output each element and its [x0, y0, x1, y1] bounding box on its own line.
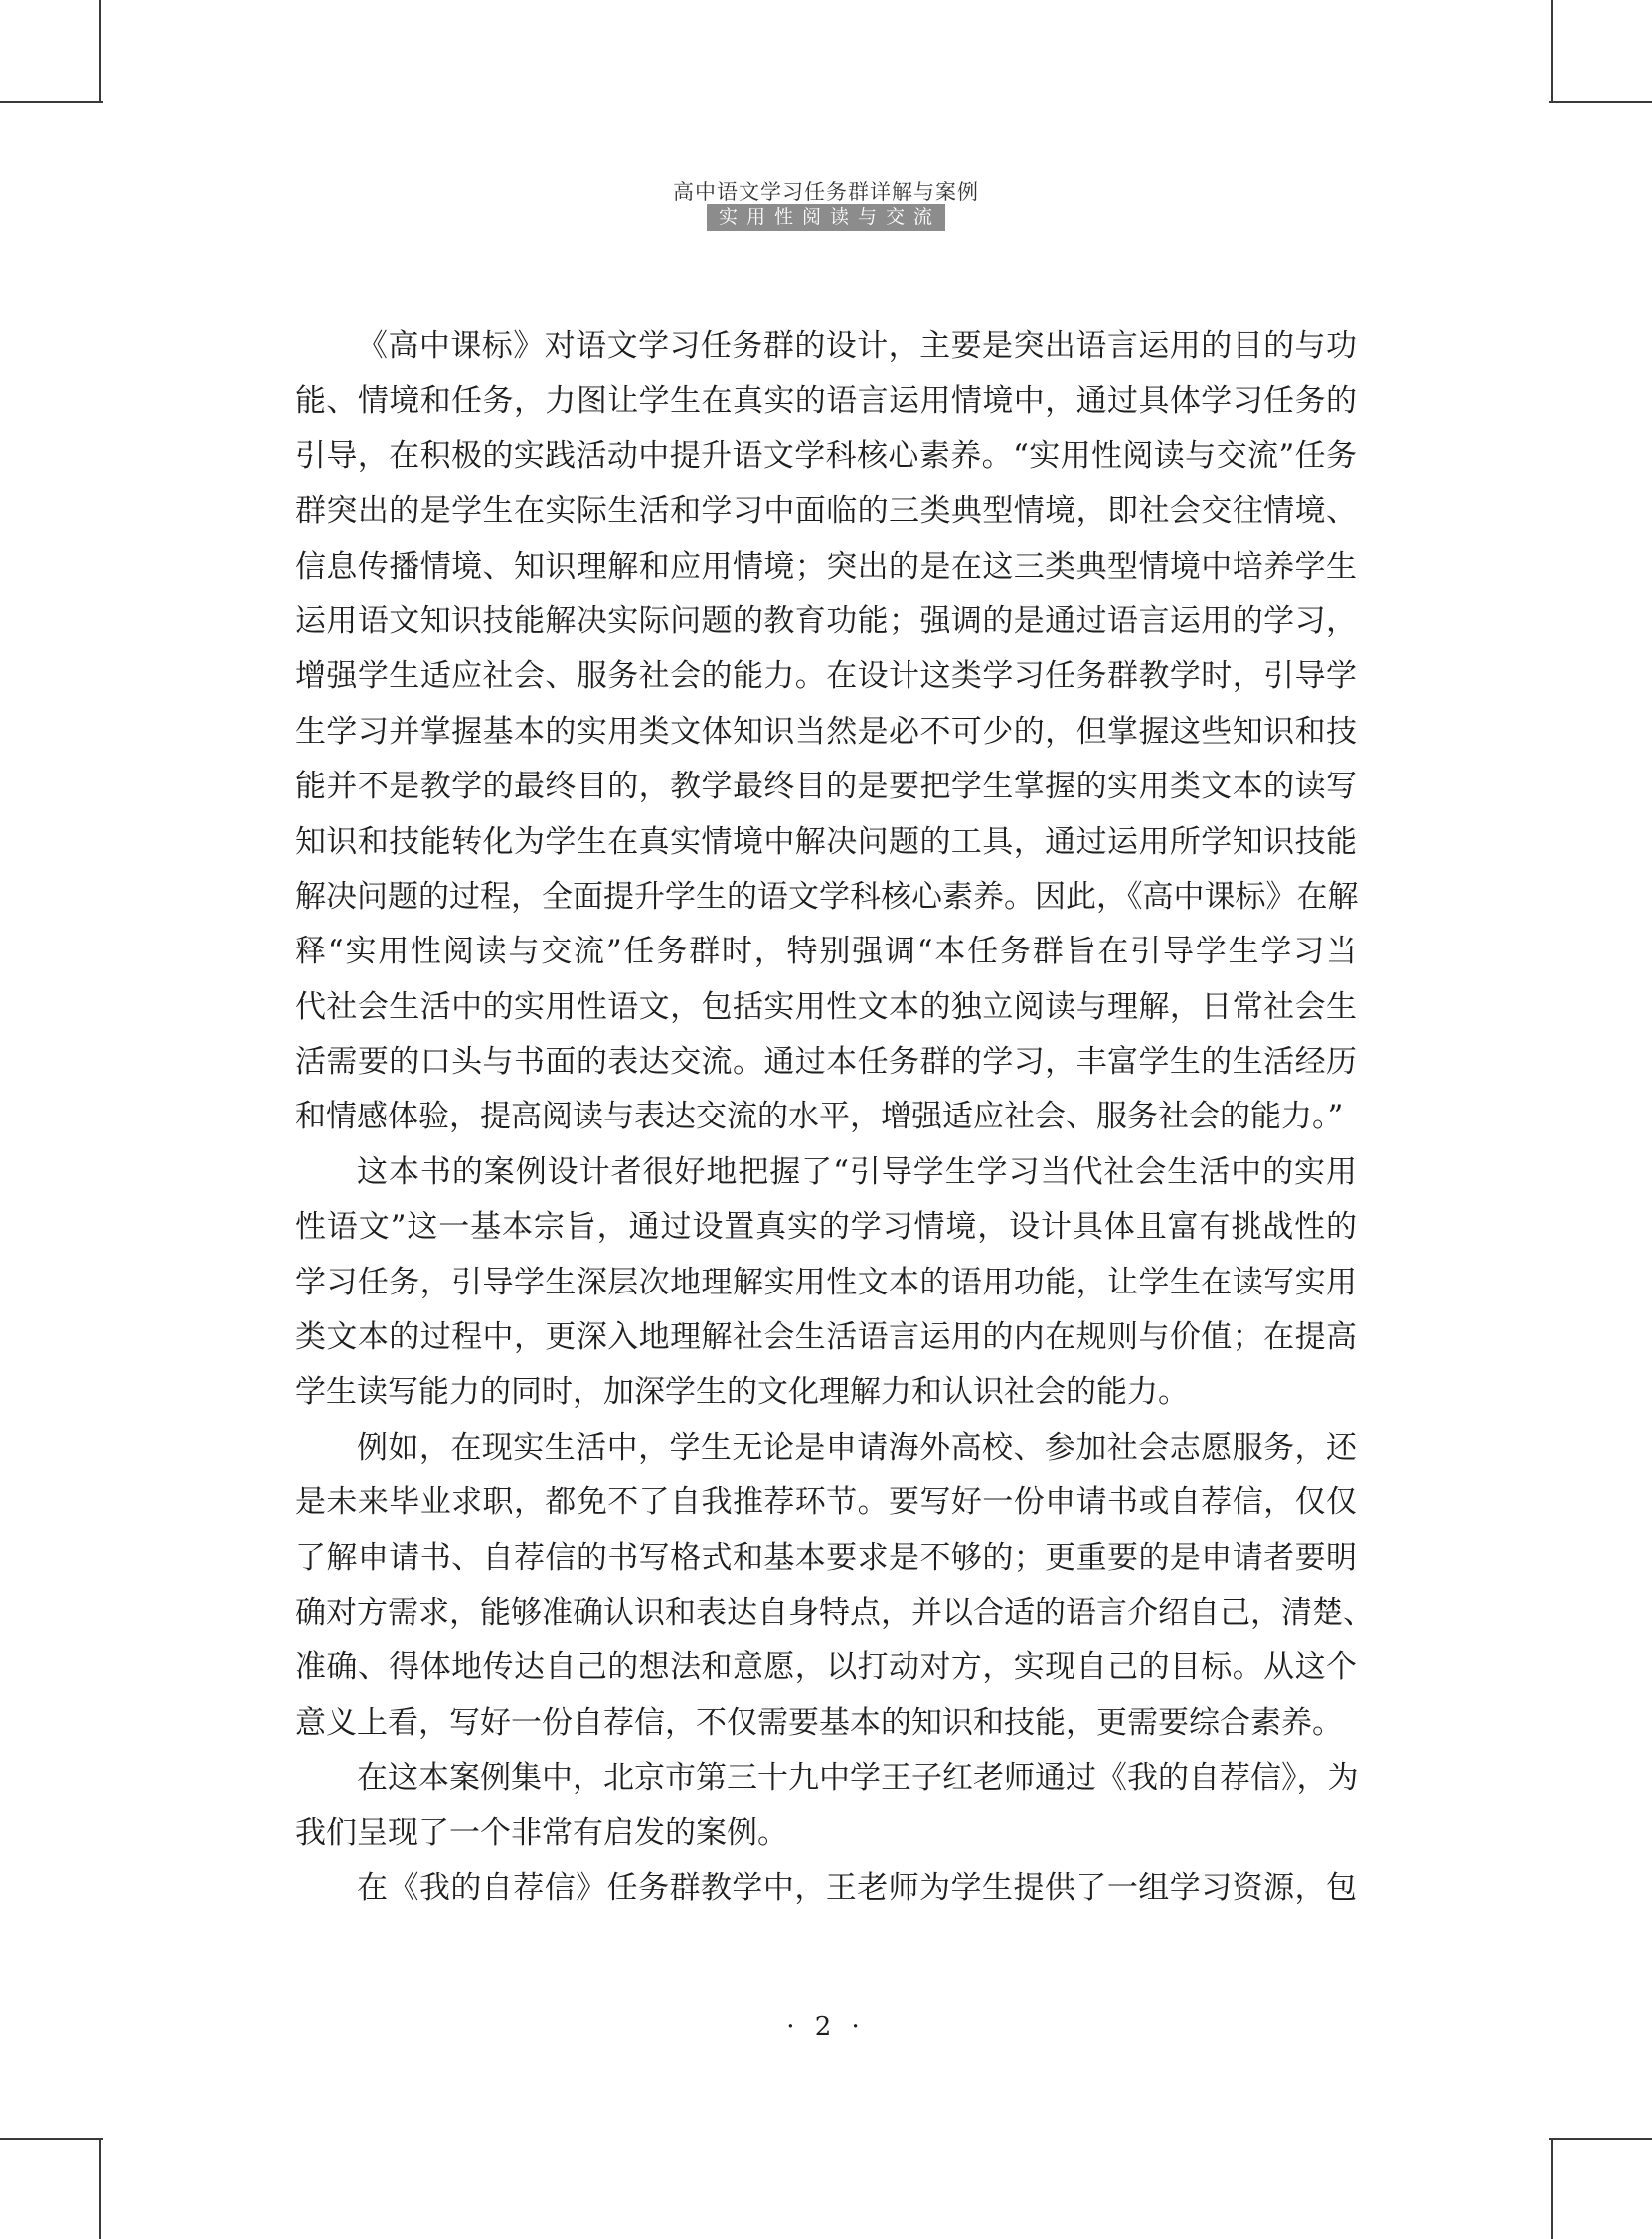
text-line: 释“实用性阅读与交流”任务群时，特别强调“本任务群旨在引导学生学习当: [295, 934, 1357, 970]
text-line: 知识和技能转化为学生在真实情境中解决问题的工具，通过运用所学知识技能: [295, 823, 1357, 860]
crop-mark-top-left-horizontal: [0, 101, 103, 103]
text-line: 在这本案例集中，北京市第三十九中学王子红老师通过《我的自荐信》，为: [357, 1760, 1359, 1797]
crop-mark-top-right-horizontal: [1549, 101, 1652, 103]
text-line: 群突出的是学生在实际生活和学习中面临的三类典型情境，即社会交往情境、: [295, 493, 1357, 530]
crop-mark-bottom-right-vertical: [1551, 2138, 1553, 2239]
text-line: 确对方需求，能够准确认识和表达自身特点，并以合适的语言介绍自己，清楚、: [295, 1594, 1374, 1631]
text-line: 准确、得体地传达自己的想法和意愿，以打动对方，实现自己的目标。从这个: [295, 1649, 1357, 1686]
text-line: 生学习并掌握基本的实用类文体知识当然是必不可少的，但掌握这些知识和技: [295, 713, 1357, 750]
text-line: 是未来毕业求职，都免不了自我推荐环节。要写好一份申请书或自荐信，仅仅: [295, 1484, 1357, 1521]
running-header-subtitle-band: [0, 204, 1652, 231]
text-line: 增强学生适应社会、服务社会的能力。在设计这类学习任务群教学时，引导学: [295, 658, 1357, 695]
text-line: 能、情境和任务，力图让学生在真实的语言运用情境中，通过具体学习任务的: [295, 383, 1357, 420]
text-line: 类文本的过程中，更深入地理解社会生活语言运用的内在规则与价值；在提高: [295, 1319, 1357, 1356]
text-line: 在《我的自荐信》任务群教学中，王老师为学生提供了一组学习资源，包: [357, 1869, 1357, 1906]
text-line: 意义上看，写好一份自荐信，不仅需要基本的知识和技能，更需要综合素养。: [295, 1704, 1343, 1741]
text-line: 能并不是教学的最终目的，教学最终目的是要把学生掌握的实用类文本的读写: [295, 769, 1357, 805]
crop-mark-bottom-left-horizontal: [0, 2138, 103, 2140]
crop-mark-top-right-vertical: [1551, 0, 1553, 103]
text-line: 《高中课标》对语文学习任务群的设计，主要是突出语言运用的目的与功: [357, 328, 1357, 364]
text-line: 引导，在积极的实践活动中提升语文学科核心素养。“实用性阅读与交流”任务: [295, 437, 1357, 474]
running-header-subtitle: 实用性阅读与交流: [707, 204, 945, 231]
text-line: 活需要的口头与书面的表达交流。通过本任务群的学习，丰富学生的生活经历: [295, 1044, 1357, 1081]
text-line: 例如，在现实生活中，学生无论是申请海外高校、参加社会志愿服务，还: [357, 1429, 1357, 1465]
body-text: [295, 319, 1374, 1916]
page-number: · 2 ·: [786, 2012, 866, 2042]
text-line: 这本书的案例设计者很好地把握了“引导学生学习当代社会生活中的实用: [357, 1153, 1357, 1190]
text-line: 了解申请书、自荐信的书写格式和基本要求是不够的；更重要的是申请者要明: [295, 1539, 1357, 1576]
crop-mark-bottom-left-vertical: [99, 2138, 101, 2239]
text-line: 信息传播情境、知识理解和应用情境；突出的是在这三类典型情境中培养学生: [295, 548, 1357, 585]
running-header-title: 高中语文学习任务群详解与案例: [673, 180, 979, 204]
text-line: 我们呈现了一个非常有启发的案例。: [295, 1814, 788, 1851]
text-line: 解决问题的过程，全面提升学生的语文学科核心素养。因此，《高中课标》在解: [295, 878, 1359, 915]
crop-mark-bottom-right-horizontal: [1549, 2138, 1652, 2140]
text-line: 性语文”这一基本宗旨，通过设置真实的学习情境，设计具体且富有挑战性的: [295, 1209, 1357, 1246]
text-line: 和情感体验，提高阅读与表达交流的水平，增强适应社会、服务社会的能力。”: [295, 1099, 1344, 1135]
text-line: 运用语文知识技能解决实际问题的教育功能；强调的是通过语言运用的学习，: [295, 603, 1357, 639]
crop-mark-top-left-vertical: [99, 0, 101, 103]
text-line: 学生读写能力的同时，加深学生的文化理解力和认识社会的能力。: [295, 1374, 1189, 1411]
text-line: 学习任务，引导学生深层次地理解实用性文本的语用功能，让学生在读写实用: [295, 1264, 1357, 1300]
text-line: 代社会生活中的实用性语文，包括实用性文本的独立阅读与理解，日常社会生: [295, 988, 1357, 1025]
